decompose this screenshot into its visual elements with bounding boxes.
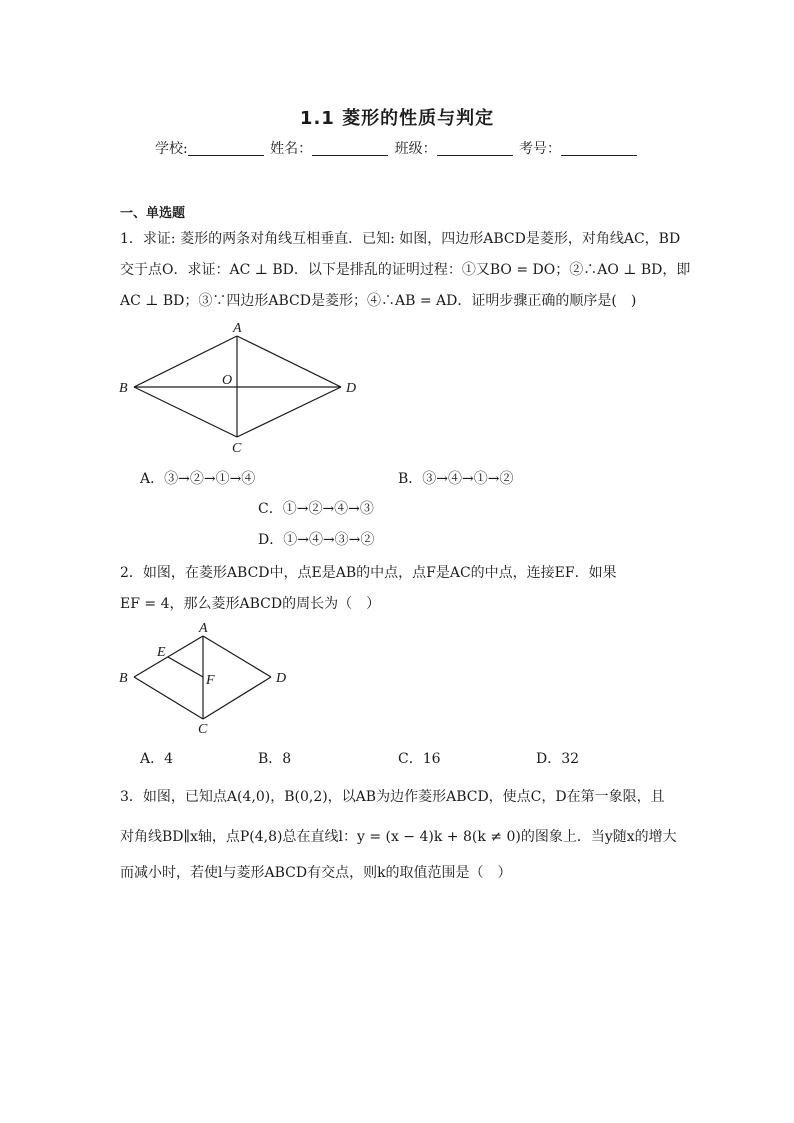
name-label: 姓名： (270, 141, 313, 157)
number-label: 考号： (519, 141, 562, 157)
page-title: 1.1 菱形的性质与判定 (299, 108, 495, 129)
q1-option-c[interactable]: C．①→②→④→③ (258, 501, 374, 517)
q2-label-f: F (206, 673, 215, 688)
q2-label-d: D (276, 671, 287, 686)
q1-option-a[interactable]: A．③→②→①→④ (140, 471, 256, 487)
q2-option-b[interactable]: B．8 (258, 751, 292, 767)
q1-label-c: C (232, 441, 242, 456)
q3-text-line-1: 3．如图，已知点A(4,0)，B(0,2)，以AB为边作菱形ABCD，使点C，D在第一象限，且 (120, 789, 665, 805)
q2-side-bc (134, 677, 203, 719)
school-label: 学校: (154, 141, 188, 157)
q1-label-d: D (346, 381, 357, 396)
q2-text-line-1: 2．如图，在菱形ABCD中，点E是AB的中点，点F是AC的中点，连接EF．如果 (120, 565, 617, 581)
q2-label-c: C (198, 722, 208, 737)
class-label: 班级： (394, 141, 437, 157)
q2-label-e: E (157, 645, 166, 660)
q1-label-a: A (233, 321, 242, 336)
q2-label-a: A (199, 621, 208, 636)
q2-option-a[interactable]: A．4 (140, 751, 174, 767)
q2-side-ad (203, 636, 271, 677)
q1-option-d[interactable]: D．①→④→③→② (258, 532, 375, 548)
q2-option-c[interactable]: C．16 (398, 751, 441, 767)
q2-segment-ef (168, 657, 203, 677)
q3-text-line-2: 对角线BD∥x轴，点P(4,8)总在直线l：y = (x − 4)k + 8(k ≠ 0)的图象上．当y随x的增大 (120, 829, 677, 845)
q2-label-b: B (119, 671, 128, 686)
section-heading: 一、单选题 (120, 206, 186, 221)
q1-option-b[interactable]: B．③→④→①→② (398, 471, 514, 487)
q1-label-b: B (119, 381, 128, 396)
q1-text-line-1: 1．求证: 菱形的两条对角线互相垂直．已知: 如图，四边形ABCD是菱形，对角线AC，BD (120, 231, 681, 247)
q1-text-line-3: AC ⊥ BD；③∵四边形ABCD是菱形；④∴AB = AD．证明步骤正确的顺序是( ) (120, 293, 637, 309)
q1-label-o: O (222, 373, 233, 388)
q2-option-d[interactable]: D．32 (536, 751, 580, 767)
q1-text-line-2: 交于点O．求证：AC ⊥ BD．以下是排乱的证明过程：①又BO = DO；②∴AO ⊥ BD，即 (120, 262, 691, 278)
q3-text-line-3: 而减小时，若使l与菱形ABCD有交点，则k的取值范围是（ ） (120, 865, 512, 881)
q2-text-line-2: EF = 4，那么菱形ABCD的周长为（ ） (120, 596, 381, 612)
